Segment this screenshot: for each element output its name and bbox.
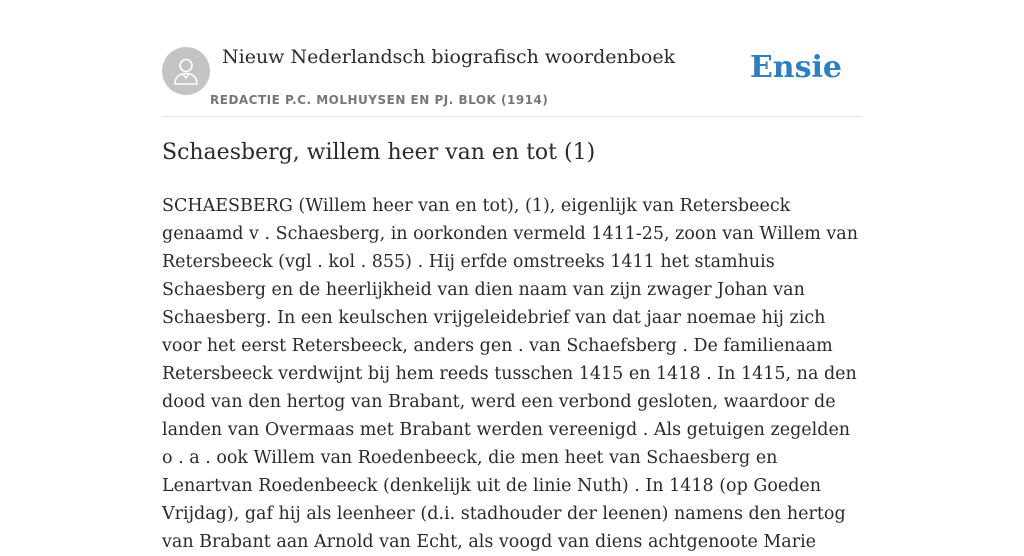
avatar[interactable] [162, 47, 210, 95]
source-header [162, 46, 862, 117]
book-editors: REDACTIE P.C. MOLHUYSEN EN PJ. BLOK (1914) [210, 93, 549, 107]
ensie-logo[interactable]: Ensie [749, 50, 842, 85]
book-title[interactable]: Nieuw Nederlandsch biografisch woordenboek [222, 46, 676, 68]
entry-title: Schaesberg, willem heer van en tot (1) [162, 140, 596, 165]
entry-body: SCHAESBERG (Willem heer van en tot), (1), eigenlijk van Retersbeeck genaamd v . Schaesberg, in oorkonden vermeld 1411-25, zoon van Willem van Retersbeeck (vgl . kol . 855) . Hij erfde omstreeks 1411 het stamhuis Schaesberg en de heerlijkheid van dien naam van zijn zwager Johan van Schaesberg. In een keulschen vrijgeleidebrief van dat jaar noemae hij zich voor het eerst Retersbeeck, anders gen . van Schaefsberg . De familienaam Retersbeeck verdwijnt bij hem reeds tusschen 1415 en 1418 . In 1415, na den dood van den hertog van Brabant, werd een verbond gesloten, waardoor de landen van Overmaas met Brabant werden vereenigd . Als getuigen zegelden o . a . ook Willem van Roedenbeeck, die men heet van Schaesberg en Lenartvan Roedenbeeck (denkelijk uit de linie Nuth) . In 1418 (op Goeden Vrijdag), gaf hij als leenheer (d.i. stadhouder der leenen) namens den hertog van Brabant aan Arnold van Echt, als voogd van diens achtgenoote Marie [162, 196, 859, 552]
user-silhouette-icon [173, 57, 199, 85]
